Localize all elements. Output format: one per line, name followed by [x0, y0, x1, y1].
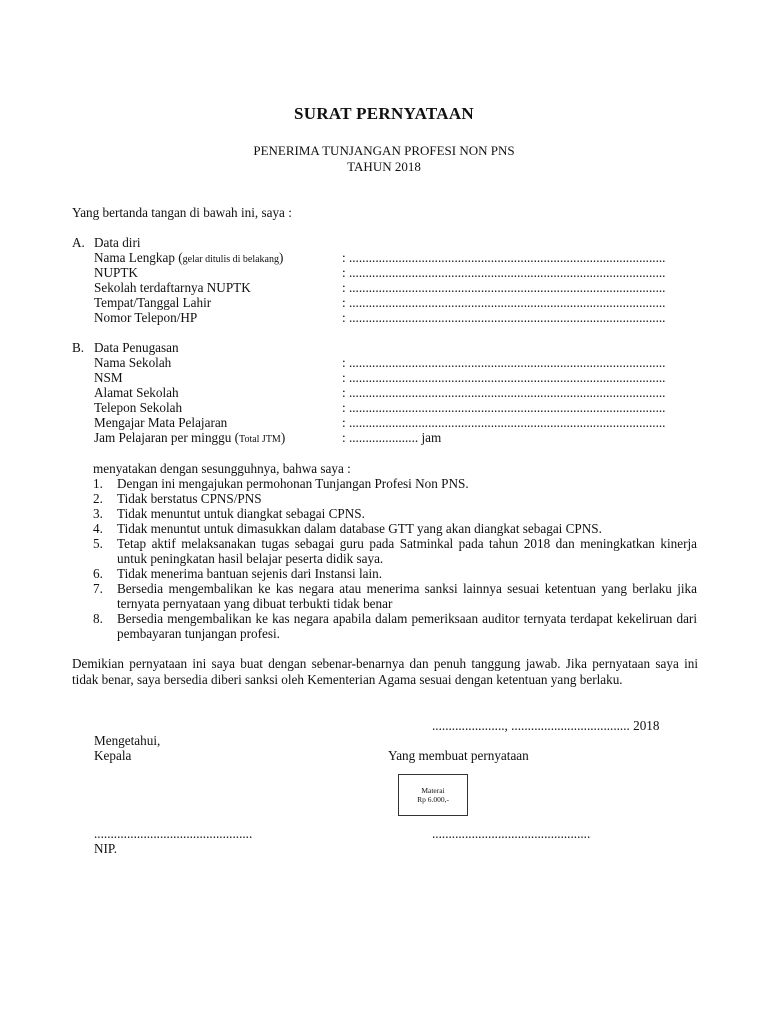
document-year: TAHUN 2018 [347, 159, 421, 174]
list-item: Tidak menerima bantuan sejenis dari Instansi lain. [117, 566, 383, 581]
document-subtitle: PENERIMA TUNJANGAN PROFESI NON PNS [253, 143, 515, 158]
stamp-label: Materai [421, 786, 445, 795]
signature-line-left: ................................................ [94, 826, 253, 841]
field-mata-pelajaran: Mengajar Mata Pelajaran [94, 415, 228, 430]
list-item: Bersedia mengembalikan ke kas negara apabila dalam pemeriksaan auditor ternyata terdapat kekeliruan dari pembayaran tunjangan profesi. [117, 611, 697, 641]
fill-line: : ................................................................................................ [342, 265, 666, 280]
list-number: 6. [93, 566, 103, 581]
field-nomor-telepon: Nomor Telepon/HP [94, 310, 198, 325]
list-number: 8. [93, 611, 103, 626]
field-jam-pelajaran: Jam Pelajaran per minggu (Total JTM) [94, 430, 286, 445]
date-line: ......................, .................................... 2018 [432, 718, 660, 733]
list-item: Tetap aktif melaksanakan tugas sebagai guru pada Satminkal pada tahun 2018 dan meningkatkan kinerja untuk peningkatan hasil belajar peserta didik saya. [117, 536, 697, 566]
nip-label: NIP. [94, 841, 118, 856]
section-a-letter: A. [72, 235, 85, 250]
statement-intro: menyatakan dengan sesungguhnya, bahwa saya : [93, 461, 351, 476]
section-a-heading: Data diri [94, 235, 141, 250]
list-item: Dengan ini mengajukan permohonan Tunjangan Profesi Non PNS. [117, 476, 469, 491]
field-alamat-sekolah: Alamat Sekolah [94, 385, 179, 400]
list-item: Tidak berstatus CPNS/PNS [117, 491, 262, 506]
fill-line: : ................................................................................................ [342, 415, 666, 430]
stamp-value: Rp 6.000,- [417, 795, 449, 804]
signature-maker-label: Yang membuat pernyataan [388, 748, 529, 763]
document-title: SURAT PERNYATAAN [293, 104, 475, 123]
field-tempat-tanggal-lahir: Tempat/Tanggal Lahir [94, 295, 212, 310]
list-number: 1. [93, 476, 103, 491]
fill-line: : ................................................................................................ [342, 400, 666, 415]
signature-known-label: Mengetahui, [94, 733, 161, 748]
fill-line: : ................................................................................................ [342, 385, 666, 400]
fill-line: : ................................................................................................ [342, 280, 666, 295]
list-number: 5. [93, 536, 103, 551]
stamp-box [398, 774, 468, 816]
closing-paragraph: Demikian pernyataan ini saya buat dengan sebenar-benarnya dan penuh tanggung jawab. Jika pernyataan saya ini tidak benar, saya bersedia diberi sanksi oleh Kementerian Agama sesuai dengan ketentuan yang berlaku. [72, 656, 698, 687]
fill-line: : ................................................................................................ [342, 370, 666, 385]
section-b-heading: Data Penugasan [94, 340, 179, 355]
list-number: 7. [93, 581, 103, 596]
field-nsm: NSM [94, 370, 123, 385]
list-number: 4. [93, 521, 103, 536]
fill-line: : ................................................................................................ [342, 250, 666, 265]
fill-line: : ................................................................................................ [342, 355, 666, 370]
field-telepon-sekolah: Telepon Sekolah [94, 400, 183, 415]
list-item: Tidak menuntut untuk dimasukkan dalam database GTT yang akan diangkat sebagai CPNS. [117, 521, 602, 536]
fill-line: : ................................................................................................ [342, 295, 666, 310]
signature-line-right: ................................................ [432, 826, 591, 841]
field-nama-lengkap: Nama Lengkap (gelar ditulis di belakang) [94, 250, 284, 265]
section-b-letter: B. [72, 340, 85, 355]
intro-text: Yang bertanda tangan di bawah ini, saya : [72, 205, 292, 220]
list-item: Tidak menuntut untuk diangkat sebagai CPNS. [117, 506, 365, 521]
field-nuptk: NUPTK [94, 265, 138, 280]
list-number: 2. [93, 491, 103, 506]
list-item: Bersedia mengembalikan ke kas negara atau menerima sanksi lainnya sesuai ketentuan yang berlaku jika ternyata pernyataan yang dibuat terbukti tidak benar [117, 581, 697, 611]
signature-head-label: Kepala [94, 748, 132, 763]
list-number: 3. [93, 506, 103, 521]
field-sekolah-nuptk: Sekolah terdaftarnya NUPTK [94, 280, 251, 295]
fill-line: : ................................................................................................ [342, 310, 666, 325]
jam-fill-line: : ..................... jam [342, 430, 442, 445]
field-nama-sekolah: Nama Sekolah [94, 355, 172, 370]
